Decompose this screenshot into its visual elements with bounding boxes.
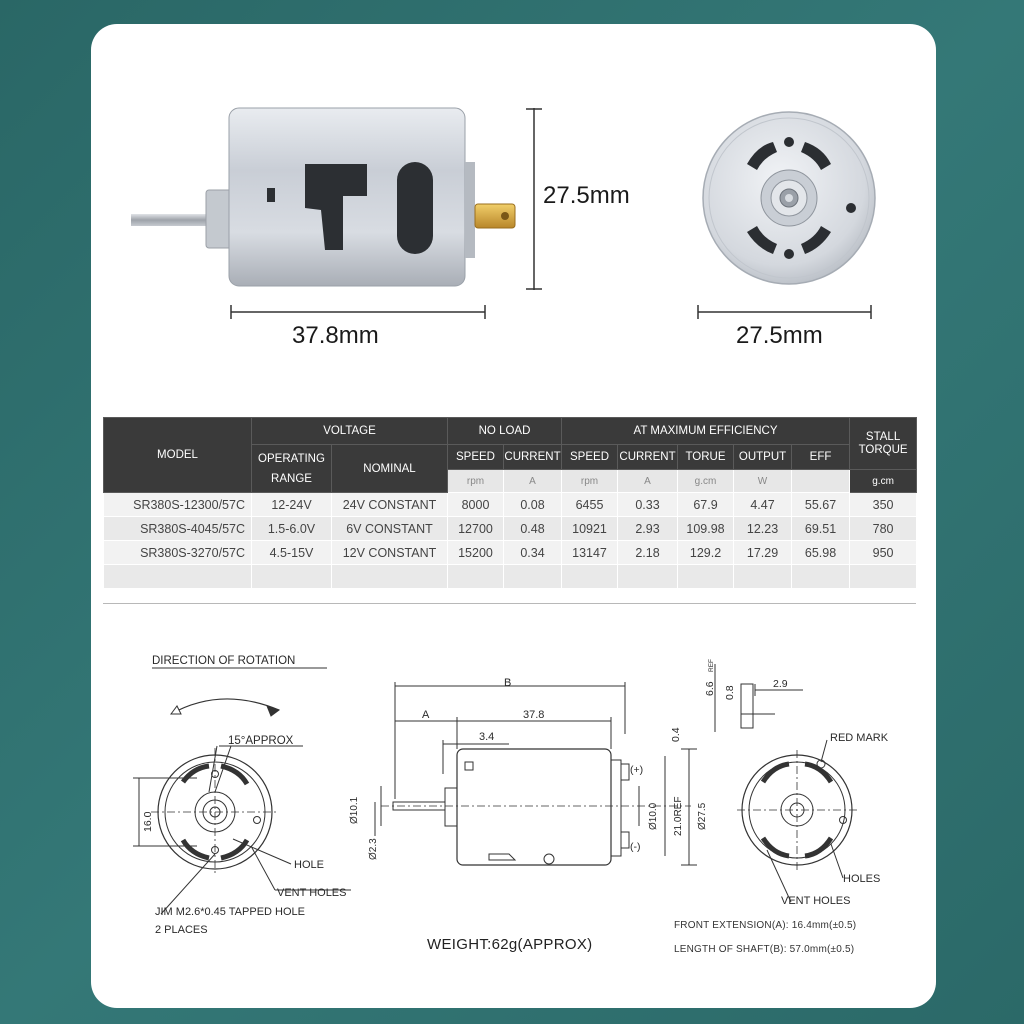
- nl-speed-header: SPEED: [448, 445, 504, 470]
- unit-eff: [792, 470, 850, 493]
- cell-empty: [792, 565, 850, 589]
- cell-output: 4.47: [734, 493, 792, 517]
- cell-output: 17.29: [734, 541, 792, 565]
- cell-current: 2.93: [618, 517, 678, 541]
- length-dimension-line: [229, 304, 489, 320]
- cell-nominal: 6V CONSTANT: [332, 517, 448, 541]
- cell-nl-current: 0.08: [504, 493, 562, 517]
- cell-empty: [850, 565, 917, 589]
- dim-66-label: 6.6: [704, 681, 716, 696]
- cell-range: 12-24V: [252, 493, 332, 517]
- cell-torue: 129.2: [678, 541, 734, 565]
- shaft-length-note: LENGTH OF SHAFT(B): 57.0mm(±0.5): [674, 944, 855, 955]
- cell-current: 2.18: [618, 541, 678, 565]
- table-row: [104, 517, 917, 541]
- hole-label: HOLE: [294, 859, 324, 871]
- unit-nl-speed: rpm: [448, 470, 504, 493]
- unit-torue: g.cm: [678, 470, 734, 493]
- cell-current: 0.33: [618, 493, 678, 517]
- length-label: 37.8mm: [292, 322, 379, 349]
- vent-holes-label-2: VENT HOLES: [781, 895, 851, 907]
- operating-range-header: [252, 445, 332, 493]
- cell-speed: 10921: [562, 517, 618, 541]
- cell-torue: 109.98: [678, 517, 734, 541]
- cell-empty: [618, 565, 678, 589]
- spec-table: [103, 417, 917, 589]
- dim-16-label: 16.0: [142, 811, 154, 832]
- dim-29-label: 2.9: [773, 678, 788, 690]
- cell-torue: 67.9: [678, 493, 734, 517]
- unit-speed: rpm: [562, 470, 618, 493]
- front-extension-note: FRONT EXTENSION(A): 16.4mm(±0.5): [674, 920, 857, 931]
- voltage-header: VOLTAGE: [252, 418, 448, 445]
- cell-range: 4.5-15V: [252, 541, 332, 565]
- motor-end-photo: [701, 108, 881, 288]
- phi-23-label: Ø2.3: [368, 838, 379, 860]
- cell-speed: 13147: [562, 541, 618, 565]
- cell-nominal: 24V CONSTANT: [332, 493, 448, 517]
- cell-nl-current: 0.34: [504, 541, 562, 565]
- cell-empty: [332, 565, 448, 589]
- torue-header: TORUE: [678, 445, 734, 470]
- unit-current: A: [618, 470, 678, 493]
- nominal-header: NOMINAL: [332, 445, 448, 493]
- diameter-label: 27.5mm: [736, 322, 823, 349]
- dim-08-label: 0.8: [724, 685, 736, 700]
- height-label: 27.5mm: [543, 182, 630, 209]
- cell-empty: [104, 565, 252, 589]
- ref-21-label: 21.0REF: [673, 796, 684, 836]
- cell-stall: 780: [850, 517, 917, 541]
- cell-eff: 69.51: [792, 517, 850, 541]
- dim-34-label: 3.4: [479, 731, 495, 743]
- minus-label: (-): [630, 841, 641, 853]
- vent-holes-label: VENT HOLES: [277, 887, 347, 899]
- cell-model: SR380S-12300/57C: [104, 493, 252, 517]
- table-row-empty: [104, 565, 917, 589]
- motor-side-photo: [121, 100, 541, 330]
- unit-nl-current: A: [504, 470, 562, 493]
- cell-eff: 55.67: [792, 493, 850, 517]
- cell-empty: [504, 565, 562, 589]
- table-row: [104, 541, 917, 565]
- dim-04-label: 0.4: [670, 727, 682, 742]
- cell-nl-speed: 12700: [448, 517, 504, 541]
- stall-torque-header: [850, 418, 917, 470]
- stall-header-line2: TORQUE: [858, 443, 908, 456]
- cell-nl-speed: 15200: [448, 541, 504, 565]
- no-load-header: NO LOAD: [448, 418, 562, 445]
- approx-label: 15°APPROX: [228, 735, 294, 747]
- operating-range-line1: OPERATING: [258, 452, 325, 465]
- red-mark-label: RED MARK: [830, 732, 889, 744]
- cell-nl-speed: 8000: [448, 493, 504, 517]
- direction-label: DIRECTION OF ROTATION: [152, 655, 296, 667]
- cell-empty: [448, 565, 504, 589]
- phi-101-label: Ø10.1: [349, 796, 360, 824]
- cell-empty: [252, 565, 332, 589]
- cell-model: SR380S-4045/57C: [104, 517, 252, 541]
- product-sheet: [91, 24, 936, 1008]
- ref-sub-label: REF: [708, 659, 715, 672]
- places-label: 2 PLACES: [155, 924, 208, 936]
- cell-speed: 6455: [562, 493, 618, 517]
- cell-stall: 950: [850, 541, 917, 565]
- cell-empty: [734, 565, 792, 589]
- eff-header: EFF: [792, 445, 850, 470]
- weight-label: WEIGHT:62g(APPROX): [427, 936, 593, 953]
- unit-stall: g.cm: [850, 470, 917, 493]
- holes-label: HOLES: [843, 873, 881, 885]
- phi-100-label: Ø10.0: [648, 802, 659, 830]
- cell-model: SR380S-3270/57C: [104, 541, 252, 565]
- operating-range-line2: RANGE: [271, 472, 312, 485]
- diameter-dimension-line: [695, 304, 875, 320]
- plus-label: (+): [630, 764, 644, 776]
- cell-range: 1.5-6.0V: [252, 517, 332, 541]
- eff-current-header: CURRENT: [618, 445, 678, 470]
- dim-a-label: A: [422, 709, 430, 721]
- cell-empty: [562, 565, 618, 589]
- tapped-hole-label: JIM M2.6*0.45 TAPPED HOLE: [155, 906, 305, 918]
- phi-275-label: Ø27.5: [697, 802, 708, 830]
- max-efficiency-header: AT MAXIMUM EFFICIENCY: [562, 418, 850, 445]
- cell-nominal: 12V CONSTANT: [332, 541, 448, 565]
- unit-output: W: [734, 470, 792, 493]
- dim-b-label: B: [504, 677, 512, 689]
- dim-378-label: 37.8: [523, 709, 545, 721]
- output-header: OUTPUT: [734, 445, 792, 470]
- nl-current-header: CURRENT: [504, 445, 562, 470]
- section-divider: [103, 603, 916, 604]
- table-row: [104, 493, 917, 517]
- cell-nl-current: 0.48: [504, 517, 562, 541]
- eff-speed-header: SPEED: [562, 445, 618, 470]
- cell-output: 12.23: [734, 517, 792, 541]
- model-header: MODEL: [104, 418, 252, 493]
- cell-eff: 65.98: [792, 541, 850, 565]
- cell-stall: 350: [850, 493, 917, 517]
- cell-empty: [678, 565, 734, 589]
- stall-header-line1: STALL: [865, 430, 901, 443]
